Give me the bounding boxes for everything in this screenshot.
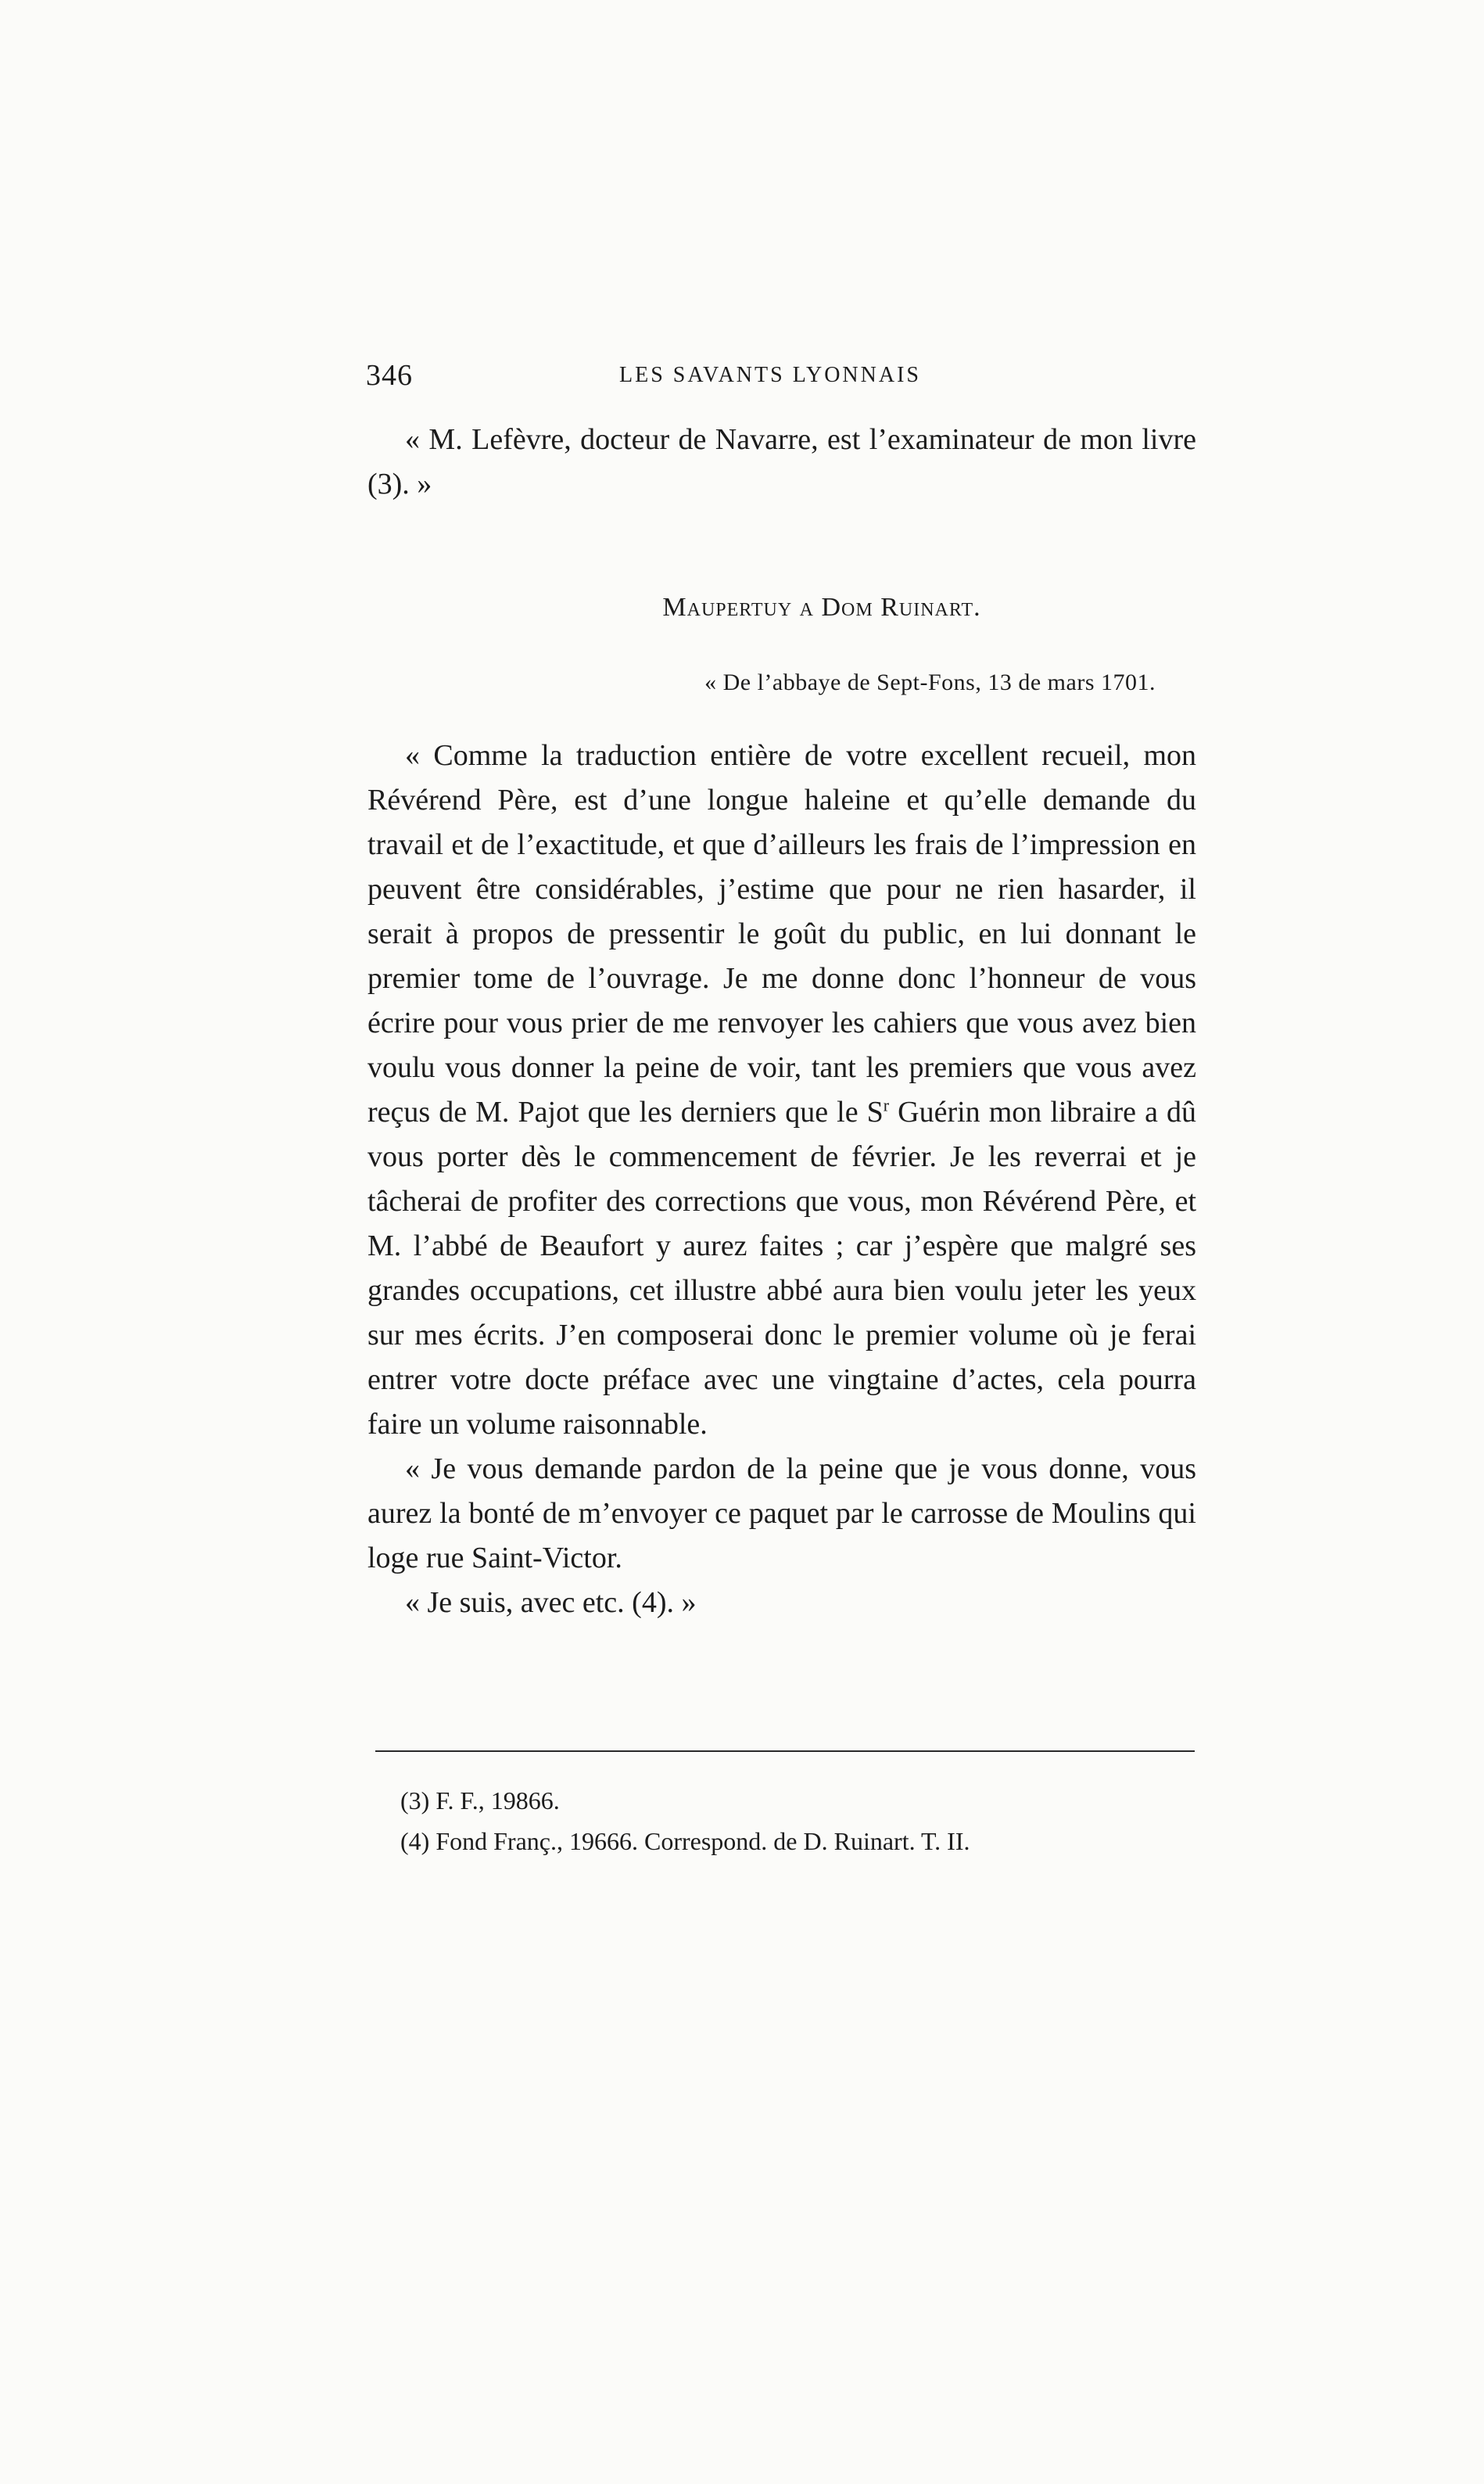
page-header — [366, 358, 1195, 405]
page-number: 346 — [366, 359, 413, 392]
letter-heading — [0, 593, 1484, 623]
footnote-4: (4) Fond Franç., 19666. Correspond. de D. Ruinart. T. II. — [400, 1827, 970, 1855]
letter-paragraph-3: « Je suis, avec etc. (4). » — [405, 1586, 697, 1619]
intro-paragraph: « M. Lefèvre, docteur de Navarre, est l’examinateur de mon livre (3). » — [367, 423, 1196, 501]
letter-paragraph-1 — [367, 734, 1196, 1447]
letter-dateline: « De l’abbaye de Sept-Fons, 13 de mars 1701. — [704, 669, 1156, 695]
footnote-rule — [375, 1750, 1195, 1752]
running-title: LES SAVANTS LYONNAIS — [619, 363, 921, 387]
letter-paragraph-1-part2: Guérin mon libraire a dû vous porter dès le commencement de février. Je les reverrai et je tâcherai de profiter des corrections que vous, mon Révérend Père, et M. l’abbé de Beaufort y aurez faites ; car j’espère que malgré ses grandes occupations, cet illustre abbé aura bien voulu jeter les yeux sur mes écrits. J’en composerai donc le premier volume où je ferai entrer votre docte préface avec une vingtaine d’actes, cela pourra faire un volume raisonnable. — [367, 1096, 1196, 1441]
letter-paragraph-2: « Je vous demande pardon de la peine que je vous donne, vous aurez la bonté de m’envoyer ce paquet par le carrosse de Moulins qui loge rue Saint-Victor. — [367, 1452, 1196, 1574]
letter-body — [367, 734, 1196, 1625]
superscript-r: r — [883, 1095, 890, 1115]
footnotes — [400, 1780, 1182, 1861]
footnote-3: (3) F. F., 19866. — [400, 1786, 560, 1815]
letter-paragraph-1-part1: « Comme la traduction entière de votre excellent recueil, mon Révérend Père, est d’une longue haleine et qu’elle demande du travail et de l’exactitude, et que d’ailleurs les frais de l’impression en peuvent être considérables, j’estime que pour ne rien hasarder, il serait à propos de pressentir le goût du public, en lui donnant le premier tome de l’ouvrage. Je me donne donc l’honneur de vous écrire pour vous prier de me renvoyer les cahiers que vous avez bien voulu vous donner la peine de voir, tant les premiers que vous avez reçus de M. Pajot que les derniers que le S — [367, 739, 1196, 1129]
letter-heading-text: Maupertuy a Dom Ruinart. — [662, 593, 981, 622]
